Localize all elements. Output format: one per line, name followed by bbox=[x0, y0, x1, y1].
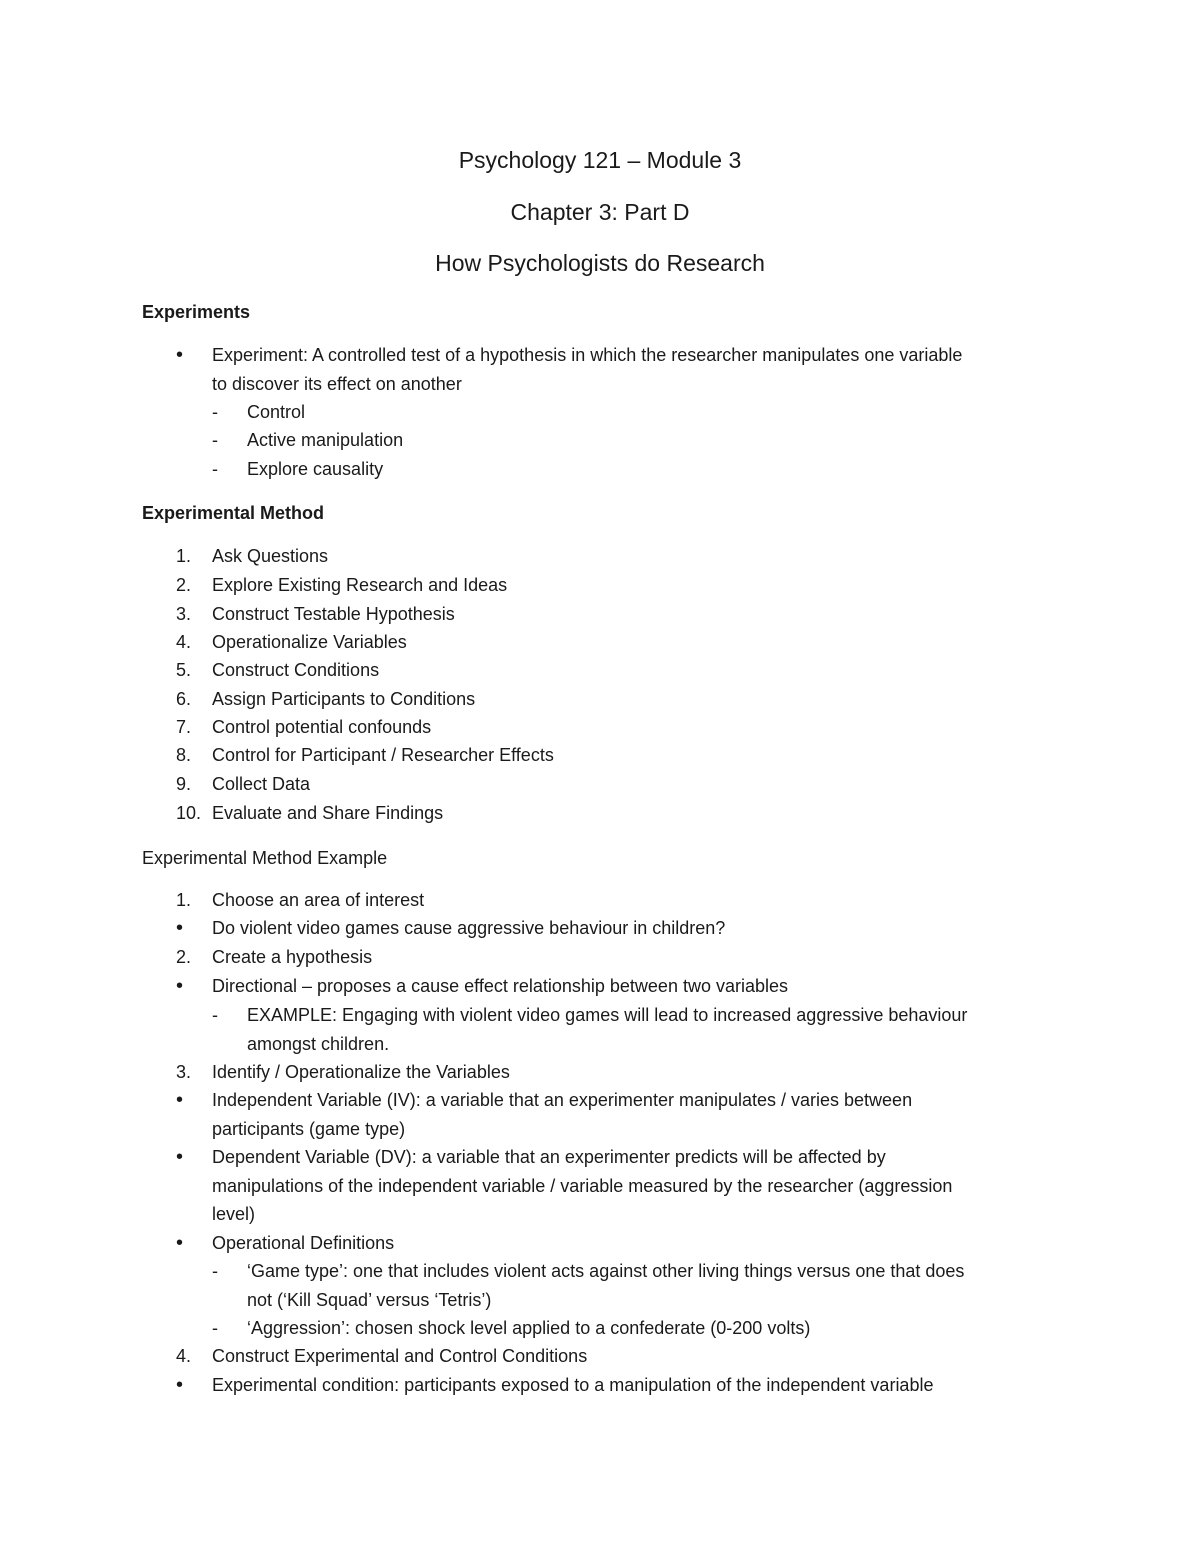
item-text: Directional – proposes a cause effect relationship between two variables bbox=[212, 976, 788, 996]
item-text: amongst children. bbox=[247, 1034, 390, 1054]
item-text: ‘Aggression’: chosen shock level applied to a confederate (0-200 volts) bbox=[247, 1318, 811, 1338]
step-number: 8. bbox=[176, 745, 192, 765]
section-heading-method: Experimental Method bbox=[142, 503, 325, 523]
item-text: Do violent video games cause aggressive behaviour in children? bbox=[212, 918, 726, 938]
step-text: Assign Participants to Conditions bbox=[212, 689, 476, 709]
sub-item-text: Control bbox=[247, 402, 306, 422]
step-text: Collect Data bbox=[212, 774, 311, 794]
item-text: participants (game type) bbox=[212, 1119, 406, 1139]
dash-marker: - bbox=[212, 430, 218, 450]
bullet-marker: • bbox=[176, 1374, 184, 1396]
step-number: 4. bbox=[176, 1346, 192, 1366]
item-text: manipulations of the independent variable / variable measured by the researcher (aggression bbox=[212, 1176, 953, 1196]
item-text: ‘Game type’: one that includes violent acts against other living things versus one that does bbox=[247, 1261, 965, 1281]
item-text: level) bbox=[212, 1204, 256, 1224]
step-number: 5. bbox=[176, 660, 192, 680]
item-text: Dependent Variable (DV): a variable that an experimenter predicts will be affected by bbox=[212, 1147, 886, 1167]
item-text: EXAMPLE: Engaging with violent video games will lead to increased aggressive behaviour bbox=[247, 1005, 968, 1025]
step-number: 2. bbox=[176, 947, 192, 967]
dash-marker: - bbox=[212, 402, 218, 422]
experiment-definition-cont: to discover its effect on another bbox=[212, 374, 462, 394]
item-text: Identify / Operationalize the Variables bbox=[212, 1062, 510, 1082]
step-text: Evaluate and Share Findings bbox=[212, 803, 444, 823]
item-text: Construct Experimental and Control Conditions bbox=[212, 1346, 588, 1366]
step-number: 4. bbox=[176, 632, 192, 652]
bullet-marker: • bbox=[176, 975, 184, 997]
item-text: Experimental condition: participants exposed to a manipulation of the independent variable bbox=[212, 1375, 934, 1395]
bullet-marker: • bbox=[176, 1146, 184, 1168]
sub-item-text: Explore causality bbox=[247, 459, 384, 479]
document-subtitle: How Psychologists do Research bbox=[435, 250, 765, 276]
dash-marker: - bbox=[212, 459, 218, 479]
step-text: Explore Existing Research and Ideas bbox=[212, 575, 508, 595]
step-number: 6. bbox=[176, 689, 192, 709]
item-text: Independent Variable (IV): a variable that an experimenter manipulates / varies between bbox=[212, 1090, 913, 1110]
step-number: 1. bbox=[176, 890, 192, 910]
step-number: 9. bbox=[176, 774, 192, 794]
bullet-marker: • bbox=[176, 917, 184, 939]
document-title: Psychology 121 – Module 3 bbox=[458, 147, 742, 173]
bullet-marker: • bbox=[176, 344, 184, 366]
bullet-marker: • bbox=[176, 1232, 184, 1254]
step-text: Construct Conditions bbox=[212, 660, 380, 680]
item-text: not (‘Kill Squad’ versus ‘Tetris’) bbox=[247, 1290, 492, 1310]
dash-marker: - bbox=[212, 1261, 218, 1281]
step-text: Construct Testable Hypothesis bbox=[212, 604, 455, 624]
dash-marker: - bbox=[212, 1005, 218, 1025]
step-number: 3. bbox=[176, 1062, 192, 1082]
bullet-marker: • bbox=[176, 1089, 184, 1111]
item-text: Choose an area of interest bbox=[212, 890, 425, 910]
step-number: 10. bbox=[176, 803, 202, 823]
step-text: Operationalize Variables bbox=[212, 632, 407, 652]
item-text: Create a hypothesis bbox=[212, 947, 373, 967]
section-heading-example: Experimental Method Example bbox=[142, 848, 388, 868]
step-text: Ask Questions bbox=[212, 546, 329, 566]
step-text: Control for Participant / Researcher Effects bbox=[212, 745, 554, 765]
step-text: Control potential confounds bbox=[212, 717, 432, 737]
section-heading-experiments: Experiments bbox=[142, 302, 251, 322]
step-number: 7. bbox=[176, 717, 192, 737]
step-number: 1. bbox=[176, 546, 192, 566]
item-text: Operational Definitions bbox=[212, 1233, 395, 1253]
step-number: 3. bbox=[176, 604, 192, 624]
chapter-title: Chapter 3: Part D bbox=[510, 199, 690, 225]
experiment-definition: Experiment: A controlled test of a hypothesis in which the researcher manipulates one variable bbox=[212, 345, 963, 365]
sub-item-text: Active manipulation bbox=[247, 430, 404, 450]
dash-marker: - bbox=[212, 1318, 218, 1338]
step-number: 2. bbox=[176, 575, 192, 595]
